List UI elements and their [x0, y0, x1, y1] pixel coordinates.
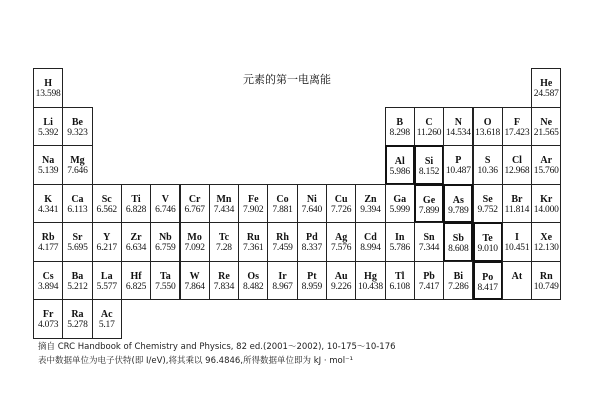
element-symbol: Tc — [218, 232, 230, 243]
element-cell-ge — [414, 184, 444, 224]
ionization-energy-value: 6.746 — [155, 204, 176, 215]
ionization-energy-value: 7.434 — [213, 204, 235, 215]
ionization-energy-value: 17.423 — [504, 127, 530, 138]
element-cell-c — [414, 107, 444, 147]
element-symbol: N — [454, 116, 462, 128]
element-symbol: Li — [43, 116, 53, 128]
ionization-energy-value: 7.344 — [418, 243, 440, 253]
element-symbol: Pb — [423, 270, 435, 282]
ionization-energy-value: 8.482 — [243, 281, 264, 292]
element-cell-in — [385, 222, 415, 262]
element-symbol: Al — [394, 156, 405, 167]
element-cell-zr — [121, 222, 151, 262]
ionization-energy-value: 7.726 — [330, 204, 352, 215]
element-symbol: I — [514, 232, 519, 243]
element-cell-k — [33, 184, 63, 224]
ionization-energy-value: 9.226 — [330, 281, 352, 292]
element-symbol: K — [44, 193, 53, 205]
element-symbol: Ru — [246, 232, 260, 243]
element-cell-cl — [502, 145, 532, 185]
element-symbol: C — [425, 116, 433, 128]
ionization-energy-value: 8.298 — [389, 127, 410, 138]
element-cell-sn — [414, 222, 444, 262]
ionization-energy-value: 5.139 — [37, 166, 59, 176]
ionization-energy-value: 13.598 — [35, 89, 61, 99]
ionization-energy-value: 9.789 — [448, 205, 469, 216]
element-cell-re — [209, 261, 239, 301]
element-cell-zn — [355, 184, 385, 224]
element-symbol: V — [161, 193, 169, 205]
element-cell-ta — [150, 261, 180, 301]
element-symbol: Ca — [71, 193, 84, 205]
ionization-energy-value: 6.828 — [125, 204, 147, 215]
element-cell-w — [180, 261, 210, 301]
element-cell-b — [385, 107, 415, 147]
element-symbol: Ac — [100, 309, 113, 320]
element-cell-ag — [326, 222, 356, 262]
ionization-energy-value: 10.487 — [445, 166, 471, 176]
ionization-energy-value: 8.608 — [448, 244, 469, 254]
ionization-energy-value: 6.562 — [96, 204, 117, 215]
element-symbol: Co — [276, 193, 289, 205]
element-cell-mn — [209, 184, 239, 224]
ionization-energy-value: 9.752 — [477, 204, 498, 215]
ionization-energy-value: 8.994 — [360, 243, 381, 253]
element-cell-mg — [62, 145, 92, 185]
element-cell-ir — [267, 261, 297, 301]
element-symbol: Ag — [335, 232, 348, 243]
ionization-energy-value: 5.695 — [67, 243, 88, 253]
element-symbol: Se — [482, 193, 493, 205]
element-cell-ca — [62, 184, 92, 224]
ionization-energy-value: 4.073 — [37, 320, 59, 330]
element-symbol: As — [452, 194, 464, 206]
element-symbol: Ga — [393, 193, 407, 205]
element-symbol: La — [100, 270, 113, 282]
ionization-energy-value: 6.767 — [184, 204, 205, 215]
ionization-energy-value: 6.108 — [389, 281, 410, 292]
ionization-energy-value: 4.341 — [37, 204, 59, 215]
element-symbol: He — [540, 78, 553, 89]
ionization-energy-value: 21.565 — [533, 127, 559, 138]
element-cell-be — [62, 107, 92, 147]
element-symbol: Tl — [395, 270, 405, 282]
ionization-energy-value: 11.260 — [416, 127, 442, 138]
element-symbol: Au — [334, 270, 348, 282]
element-symbol: Rn — [539, 270, 553, 282]
element-cell-al — [385, 145, 415, 185]
element-cell-hf — [121, 261, 151, 301]
element-symbol: Te — [482, 233, 493, 244]
element-symbol: Pd — [306, 232, 318, 243]
element-cell-nb — [150, 222, 180, 262]
ionization-energy-value: 5.278 — [67, 320, 88, 330]
ionization-energy-value: 5.986 — [389, 167, 410, 177]
element-cell-na — [33, 145, 63, 185]
ionization-energy-value: 10.438 — [357, 281, 383, 292]
element-symbol: Bi — [453, 270, 464, 282]
element-cell-ru — [238, 222, 268, 262]
ionization-energy-value: 7.864 — [184, 281, 205, 292]
ionization-energy-value: 6.634 — [125, 243, 147, 253]
ionization-energy-value: 9.010 — [477, 244, 498, 254]
ionization-energy-value: 5.786 — [389, 243, 410, 253]
element-cell-ra — [62, 299, 92, 339]
element-cell-cu — [326, 184, 356, 224]
element-symbol: Ar — [540, 155, 553, 166]
element-symbol: B — [396, 116, 404, 128]
ionization-energy-value: 7.881 — [272, 204, 293, 215]
element-symbol: Cd — [364, 232, 377, 243]
element-symbol: Sc — [101, 193, 112, 205]
element-symbol: Mn — [216, 193, 232, 205]
element-cell-s — [473, 145, 503, 185]
page-title: 元素的第一电离能 — [243, 73, 331, 86]
element-cell-y — [92, 222, 122, 262]
element-cell-te — [473, 222, 503, 262]
element-cell-h — [33, 68, 63, 108]
element-symbol: O — [483, 116, 492, 128]
element-symbol: W — [189, 270, 200, 282]
element-symbol: Br — [511, 193, 523, 205]
element-symbol: Mo — [187, 232, 202, 243]
element-cell-cr — [180, 184, 210, 224]
element-cell-cd — [355, 222, 385, 262]
element-cell-as — [443, 184, 473, 224]
element-symbol: Zn — [364, 193, 377, 205]
ionization-energy-value: 5.999 — [389, 204, 410, 215]
element-cell-li — [33, 107, 63, 147]
element-symbol: Cs — [42, 270, 54, 282]
unit-note: 表中数据单位为电子伏特(即 I/eV),将其乘以 96.4846,所得数据单位即为 kJ · mol⁻¹ — [38, 356, 353, 366]
element-cell-he — [531, 68, 561, 108]
element-cell-f — [502, 107, 532, 147]
ionization-energy-value: 7.902 — [243, 204, 264, 215]
element-symbol: S — [484, 155, 491, 166]
element-symbol: Cr — [188, 193, 201, 205]
element-symbol: Si — [424, 156, 434, 167]
ionization-energy-value: 11.814 — [504, 204, 530, 215]
element-cell-p — [443, 145, 473, 185]
element-symbol: Os — [247, 270, 260, 282]
element-symbol: Pt — [307, 270, 317, 282]
ionization-energy-value: 7.550 — [155, 281, 176, 292]
element-cell-o — [473, 107, 503, 147]
element-symbol: Ni — [306, 193, 317, 205]
ionization-energy-value: 14.534 — [445, 127, 471, 138]
element-cell-bi — [443, 261, 473, 301]
element-cell-os — [238, 261, 268, 301]
element-symbol: Ra — [71, 309, 84, 320]
element-symbol: Cu — [334, 193, 348, 205]
element-cell-po — [473, 261, 503, 301]
element-symbol: Na — [42, 155, 55, 166]
ionization-energy-value: 6.825 — [125, 281, 147, 292]
element-symbol: Ti — [131, 193, 141, 205]
element-symbol: Ta — [159, 270, 171, 282]
ionization-energy-value: 7.640 — [301, 204, 323, 215]
element-cell-rh — [267, 222, 297, 262]
element-cell-ba — [62, 261, 92, 301]
element-cell-ti — [121, 184, 151, 224]
element-cell-pb — [414, 261, 444, 301]
element-cell-ac — [92, 299, 122, 339]
ionization-energy-value: 5.577 — [96, 281, 117, 292]
element-symbol: Rh — [276, 232, 289, 243]
element-symbol: P — [455, 155, 462, 166]
element-cell-tl — [385, 261, 415, 301]
element-cell-sb — [443, 222, 473, 262]
element-symbol: Xe — [540, 232, 553, 243]
ionization-energy-value: 7.361 — [243, 243, 264, 253]
element-symbol: Sn — [423, 232, 435, 243]
element-symbol: At — [511, 270, 523, 282]
ionization-energy-value: 7.899 — [418, 205, 440, 216]
element-cell-br — [502, 184, 532, 224]
ionization-energy-value: 7.834 — [213, 281, 235, 292]
element-cell-fr — [33, 299, 63, 339]
ionization-energy-value: 13.618 — [475, 127, 501, 138]
ionization-energy-value: 7.092 — [184, 243, 205, 253]
element-symbol: F — [513, 116, 520, 128]
ionization-energy-value: 5.17 — [98, 320, 115, 330]
ionization-energy-value: 10.451 — [504, 243, 530, 253]
element-cell-fe — [238, 184, 268, 224]
element-cell-tc — [209, 222, 239, 262]
element-cell-kr — [531, 184, 561, 224]
element-cell-ne — [531, 107, 561, 147]
ionization-energy-value: 10.36 — [477, 166, 498, 176]
ionization-energy-value: 24.587 — [533, 89, 559, 99]
element-cell-rn — [531, 261, 561, 301]
element-cell-ga — [385, 184, 415, 224]
ionization-energy-value: 7.459 — [272, 243, 293, 253]
element-cell-n — [443, 107, 473, 147]
element-cell-sc — [92, 184, 122, 224]
element-symbol: Fr — [42, 309, 54, 320]
element-symbol: Zr — [130, 232, 142, 243]
element-cell-si — [414, 145, 444, 185]
element-cell-v — [150, 184, 180, 224]
element-cell-cs — [33, 261, 63, 301]
element-symbol: Hf — [130, 270, 142, 282]
ionization-energy-value: 7.576 — [330, 243, 352, 253]
element-cell-co — [267, 184, 297, 224]
ionization-energy-value: 4.177 — [37, 243, 59, 253]
ionization-energy-value: 8.417 — [477, 282, 498, 293]
ionization-energy-value: 5.392 — [37, 127, 59, 138]
ionization-energy-value: 9.323 — [67, 127, 88, 138]
element-symbol: Ge — [422, 194, 436, 206]
element-symbol: Hg — [364, 270, 377, 282]
element-symbol: Ba — [71, 270, 84, 282]
element-symbol: H — [44, 78, 53, 89]
element-symbol: Sb — [452, 233, 464, 244]
element-cell-at — [502, 261, 532, 301]
ionization-energy-value: 7.28 — [216, 243, 232, 253]
element-symbol: Po — [482, 271, 494, 283]
source-note: 摘自 CRC Handbook of Chemistry and Physics, 82 ed.(2001～2002), 10-175～10-176 — [38, 342, 396, 352]
ionization-energy-value: 8.967 — [272, 281, 293, 292]
element-cell-sr — [62, 222, 92, 262]
element-cell-pt — [297, 261, 327, 301]
element-symbol: Be — [71, 116, 83, 128]
element-cell-pd — [297, 222, 327, 262]
element-cell-hg — [355, 261, 385, 301]
ionization-energy-value: 10.749 — [533, 281, 559, 292]
element-cell-ni — [297, 184, 327, 224]
ionization-energy-value: 8.152 — [418, 167, 440, 177]
element-symbol: Y — [103, 232, 111, 243]
element-symbol: Mg — [70, 155, 85, 166]
element-symbol: Nb — [158, 232, 172, 243]
element-cell-i — [502, 222, 532, 262]
ionization-energy-value: 6.217 — [96, 243, 117, 253]
ionization-energy-value: 8.337 — [301, 243, 323, 253]
element-cell-se — [473, 184, 503, 224]
ionization-energy-value: 12.968 — [504, 166, 530, 176]
ionization-energy-value: 9.394 — [360, 204, 381, 215]
element-symbol: In — [395, 232, 405, 243]
element-symbol: Cl — [511, 155, 522, 166]
ionization-energy-value: 14.000 — [533, 204, 559, 215]
ionization-energy-value: 15.760 — [533, 166, 559, 176]
ionization-energy-value: 7.286 — [448, 281, 469, 292]
ionization-energy-value: 12.130 — [533, 243, 559, 253]
element-cell-la — [92, 261, 122, 301]
ionization-energy-value: 6.113 — [67, 204, 88, 215]
element-symbol: Kr — [540, 193, 553, 205]
element-cell-rb — [33, 222, 63, 262]
element-cell-mo — [180, 222, 210, 262]
ionization-energy-value: 3.894 — [37, 281, 59, 292]
ionization-energy-value: 7.646 — [67, 166, 88, 176]
element-cell-xe — [531, 222, 561, 262]
element-symbol: Rb — [41, 232, 55, 243]
element-symbol: Re — [218, 270, 230, 282]
element-cell-au — [326, 261, 356, 301]
ionization-energy-value: 5.212 — [67, 281, 88, 292]
element-symbol: Ir — [278, 270, 287, 282]
ionization-energy-value: 8.959 — [301, 281, 323, 292]
ionization-energy-value: 6.759 — [155, 243, 176, 253]
element-symbol: Ne — [540, 116, 553, 128]
element-symbol: Sr — [72, 232, 83, 243]
element-cell-ar — [531, 145, 561, 185]
element-symbol: Fe — [247, 193, 259, 205]
ionization-energy-value: 7.417 — [418, 281, 440, 292]
